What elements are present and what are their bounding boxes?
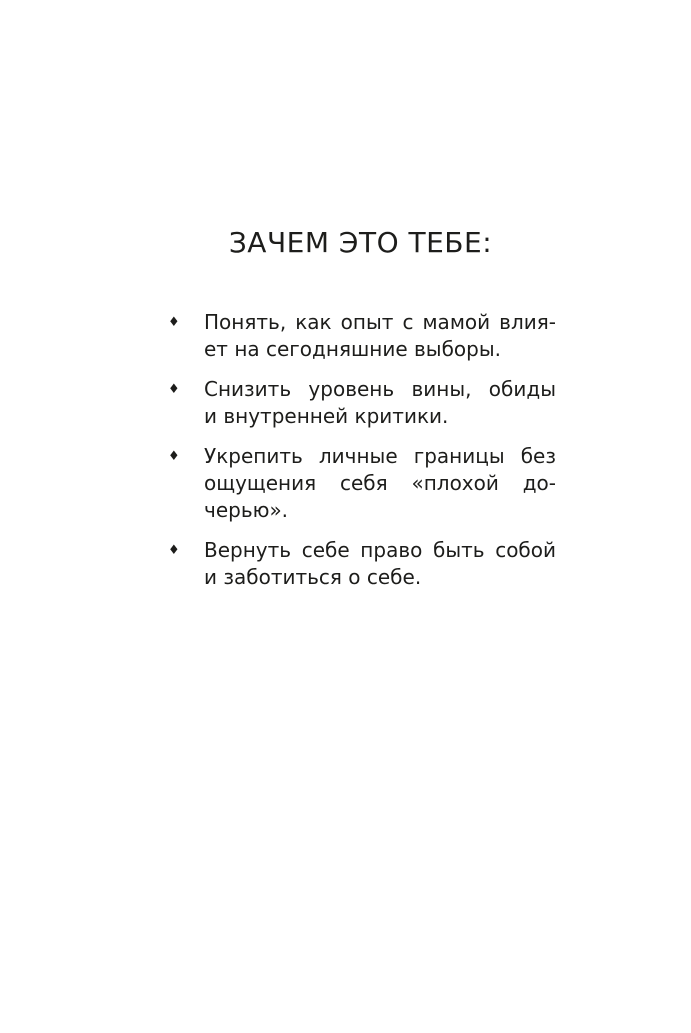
list-item [166,309,556,363]
benefits-list [166,309,556,604]
list-item-line: Снизить уровень вины, обиды [204,377,556,401]
list-item-line: и внутренней критики. [204,404,449,428]
list-item [166,376,556,430]
list-item-line: ет на сегодняшние выборы. [204,337,502,361]
list-item [166,443,556,524]
diamond-bullet-icon: ♦ [168,382,180,397]
page-heading: ЗАЧЕМ ЭТО ТЕБЕ: [228,226,493,259]
list-item-line: Укрепить личные границы без [204,444,556,468]
diamond-bullet-icon: ♦ [168,315,180,330]
diamond-bullet-icon: ♦ [168,543,180,558]
list-item-line: ощущения себя «плохой до- [204,471,556,495]
list-item-line: Понять, как опыт с мамой влия- [204,310,556,334]
list-item [166,537,556,591]
list-item-line: Вернуть себе право быть собой [204,538,556,562]
list-item-line: и заботиться о себе. [204,565,422,589]
list-item-line: черью». [204,498,289,522]
diamond-bullet-icon: ♦ [168,449,180,464]
